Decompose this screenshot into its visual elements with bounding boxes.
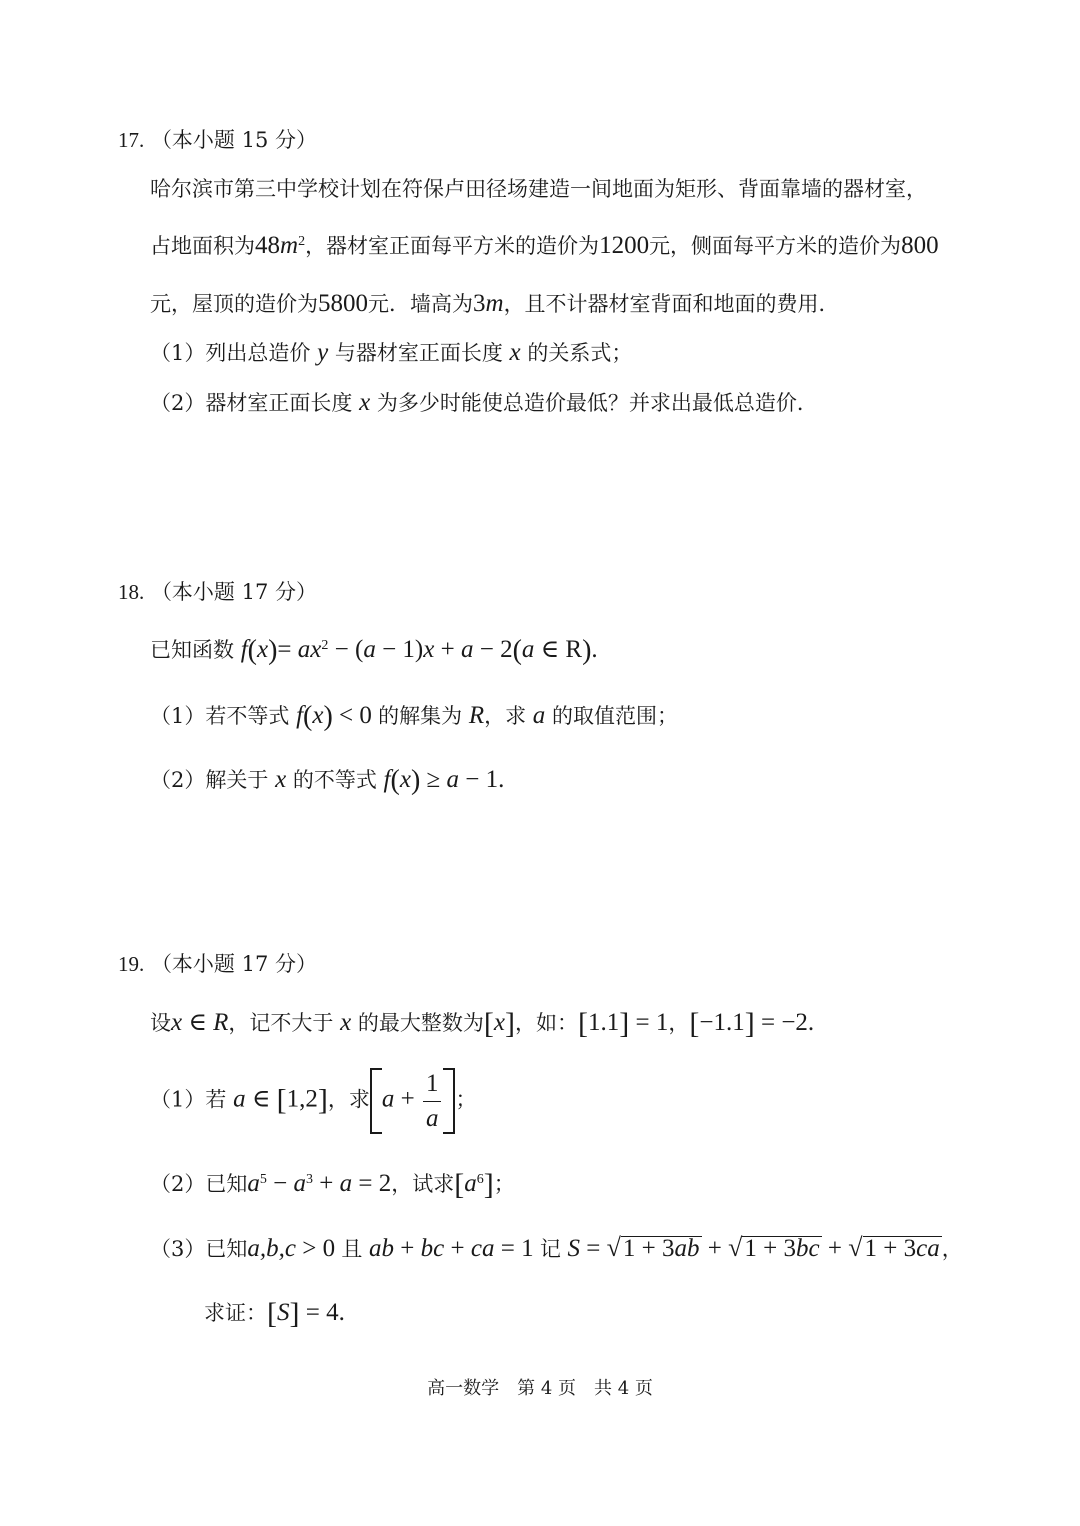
square-root: √1 + 3bc xyxy=(728,1233,820,1262)
problem-17-part-2: （2）器材室正面长度 x 为多少时能使总造价最低？并求出最低总造价． xyxy=(150,389,818,416)
problem-19-part-2: （2）已知$a^5 - a^3 + a = 2$，试求$[a^6]$； xyxy=(150,1168,515,1201)
problem-19-stem: 设x ∈ R，记不大于 x 的最大整数为[x]，如：[1.1] = 1，[−1.1] = −2. xyxy=(150,1007,815,1040)
problem-18-heading xyxy=(118,580,317,605)
problem-18-part-2: （2）解关于 x 的不等式 f(x) ≥ a − 1. xyxy=(150,765,505,796)
page-footer: 高一数学 第 4 页 共 4 页 xyxy=(427,1378,653,1399)
problem-17-stem-line-2: 占地面积为$48m^2$，器材室正面每平方米的造价为1200元，侧面每平方米的造价为800 xyxy=(150,232,939,259)
floor-bracket-left-icon xyxy=(370,1068,382,1134)
problem-number: 18. xyxy=(118,580,145,604)
square-root: √1 + 3ca xyxy=(848,1233,940,1262)
problem-18-part-1: （1）若不等式 f(x) < 0 的解集为 R，求 a 的取值范围； xyxy=(150,701,678,732)
problem-17-stem-line-1: 哈尔滨市第三中学校计划在符保卢田径场建造一间地面为矩形、背面靠墙的器材室， xyxy=(150,177,927,201)
problem-score: （本小题 17 分） xyxy=(150,952,318,976)
problem-score: （本小题 15 分） xyxy=(150,128,318,152)
square-root: √1 + 3ab xyxy=(606,1233,700,1262)
problem-19-part-1: （1）若 a ∈ [1,2]，求 a + $\frac{1}{a}$ ； xyxy=(150,1068,476,1134)
problem-number: 19. xyxy=(118,952,145,976)
fraction: $\frac{1}{a}$ xyxy=(423,1069,442,1134)
problem-17-heading xyxy=(118,128,317,153)
problem-17-part-1: （1）列出总造价 y 与器材室正面长度 x 的关系式； xyxy=(150,339,633,366)
problem-19-heading xyxy=(118,952,317,977)
problem-number: 17. xyxy=(118,128,145,152)
problem-18-stem: 已知函数 $f(x)= ax^2 - (a - 1)x + a - 2(a$ ∈ R). xyxy=(150,635,598,666)
floor-bracket-right-icon xyxy=(443,1068,455,1134)
problem-17-stem-line-3: 元，屋顶的造价为5800元．墙高为3m，且不计器材室背面和地面的费用． xyxy=(150,290,840,317)
problem-19-proof-target: 求证：[S] = 4. xyxy=(204,1297,345,1330)
problem-19-part-3: （3）已知a,b,c > 0 且 ab + bc + ca = 1 记 S = √1 + 3ab + √1 + 3bc + √1 + 3ca， xyxy=(150,1233,963,1262)
problem-score: （本小题 17 分） xyxy=(150,580,318,604)
